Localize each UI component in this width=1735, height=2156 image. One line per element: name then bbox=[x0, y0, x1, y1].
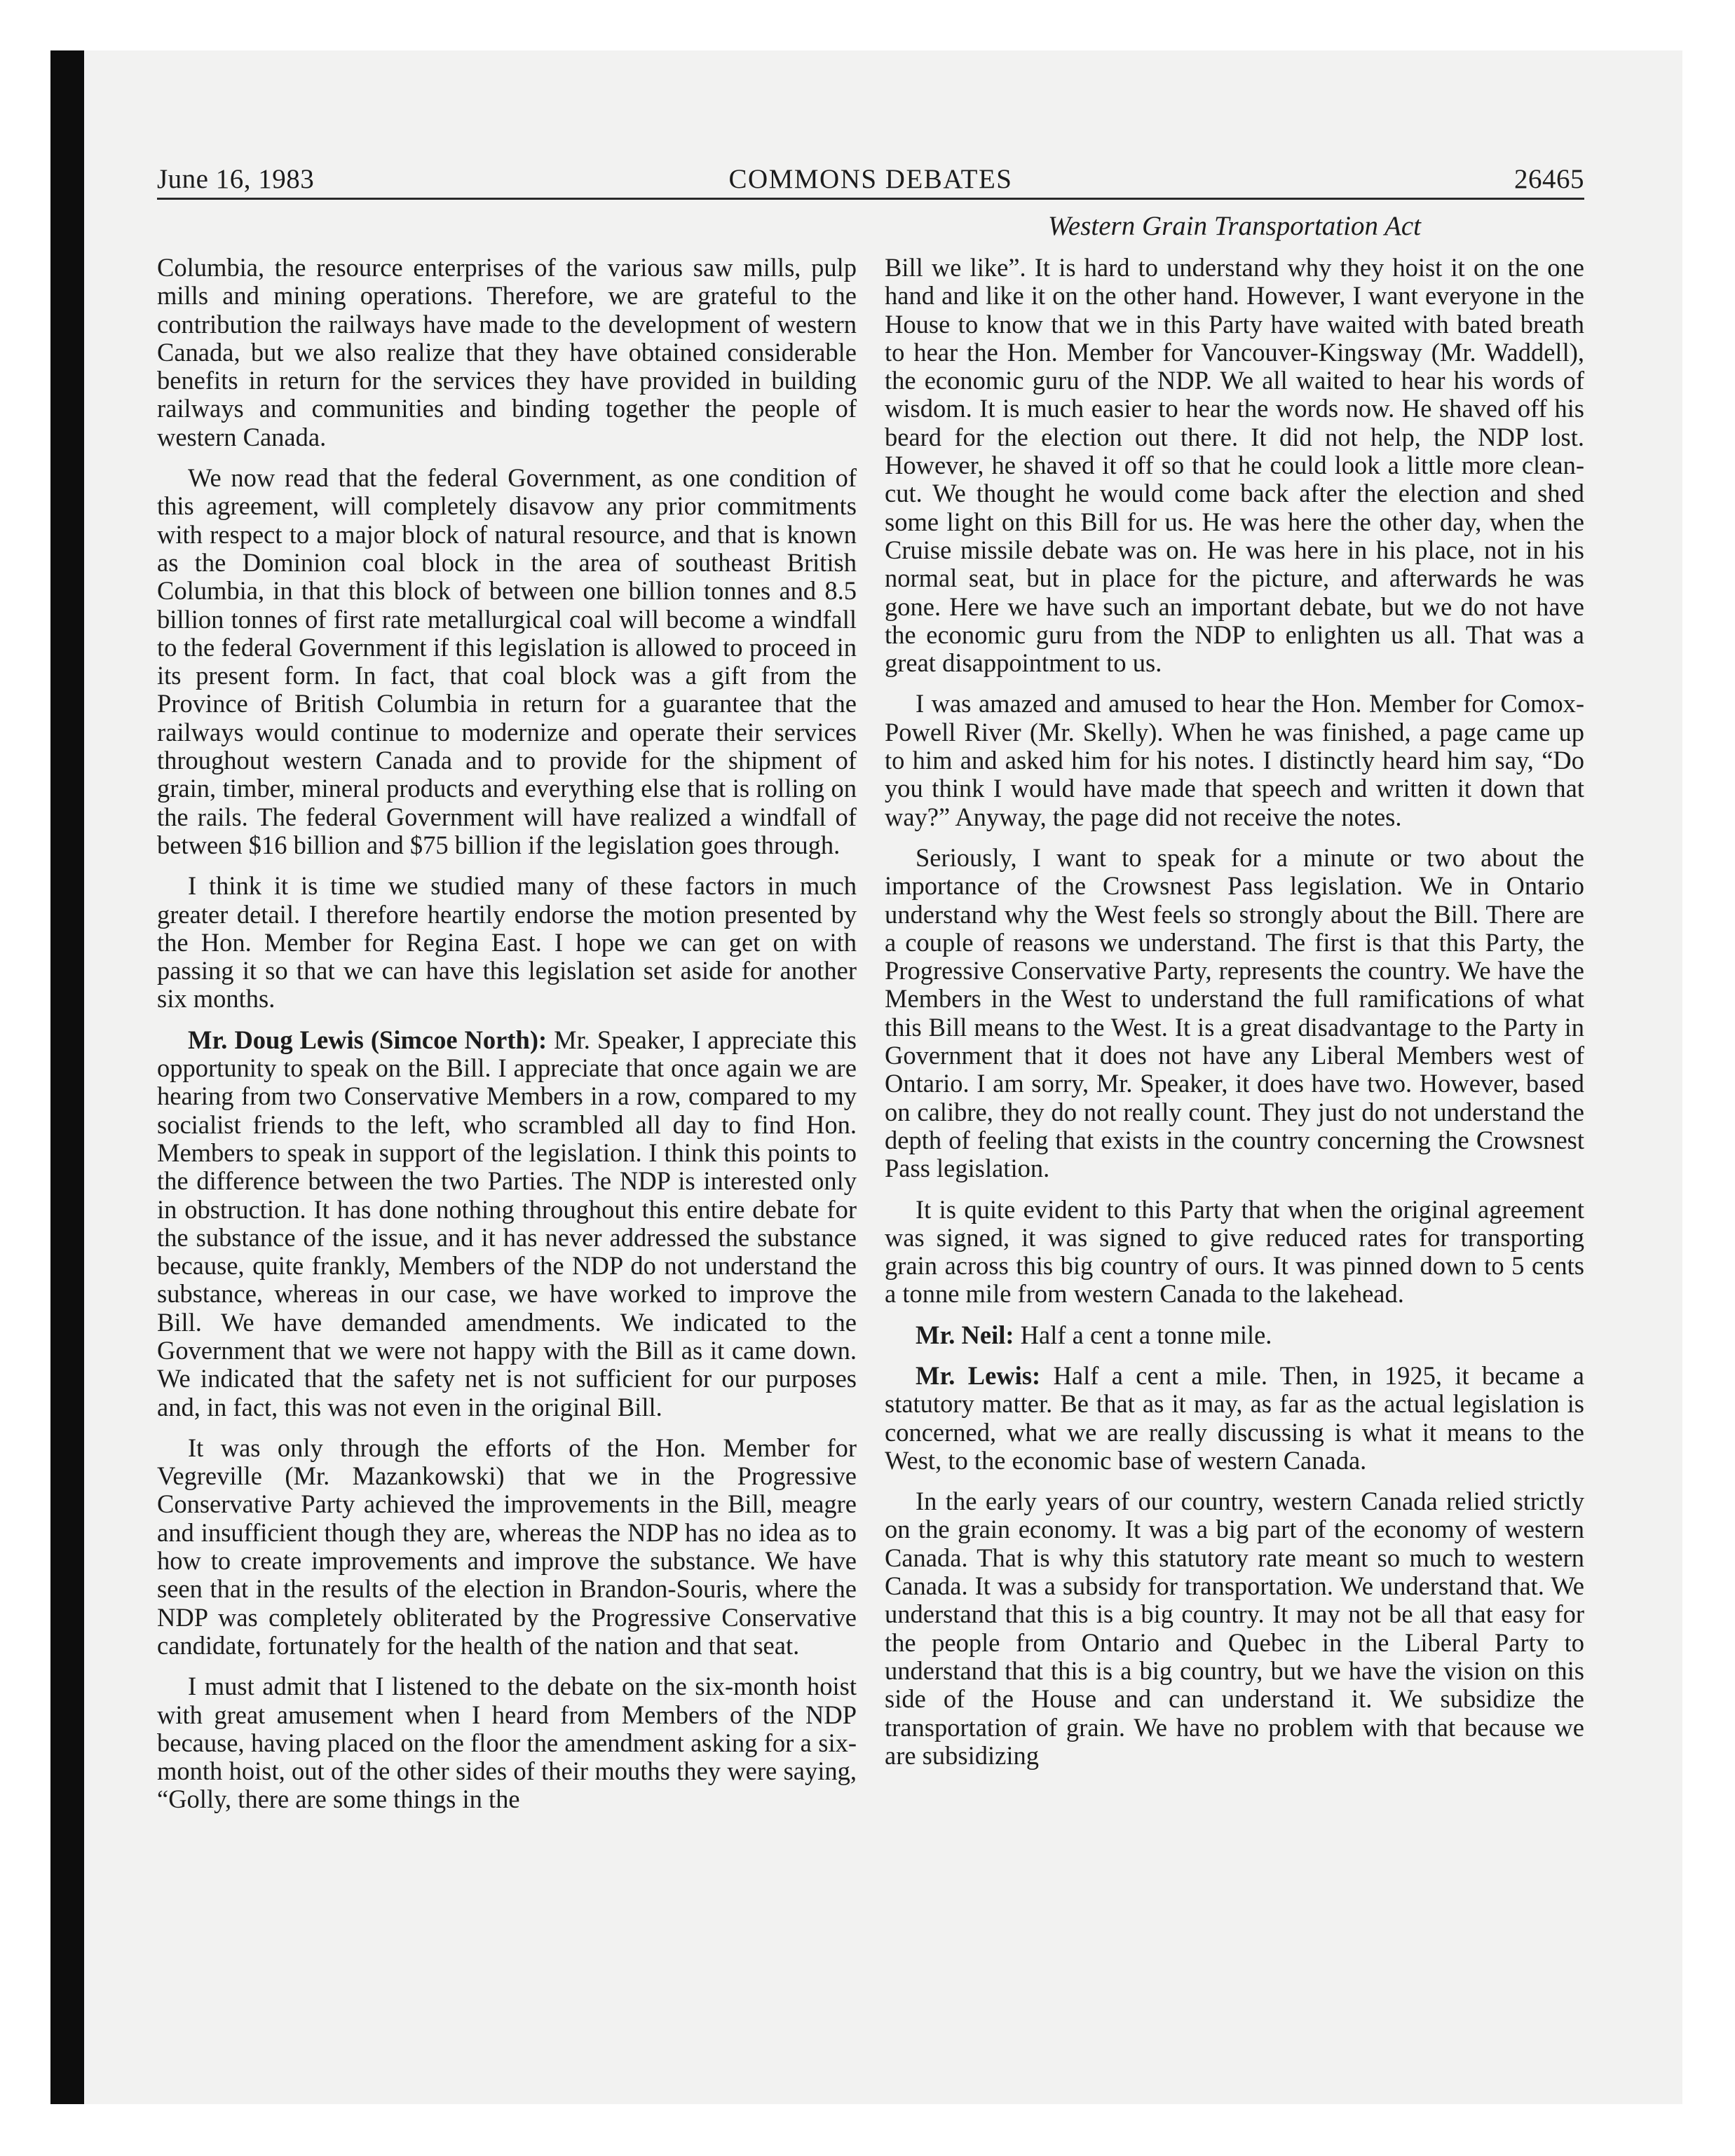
paragraph: In the early years of our country, western Canada relied strictly on the grain economy. It was a big part of the economy of western Canada. That is why this statutory rate meant so much to western Canada. It was a subsidy for transportation. We understand that. We understand that this is a big country. It may not be all that easy for the people from Ontario and Quebec in the Liberal Party to understand that this is a big country, but we have the vision on this side of the House and can understand it. We subsidize the transportation of grain. We have no problem with that because we are subsidizing bbox=[885, 1487, 1584, 1770]
paragraph: I must admit that I listened to the debate on the six-month hoist with great amusement when I heard from Members of the NDP because, having placed on the floor the amendment asking for a six-month hoist, out of the other sides of their mouths they were saying, “Golly, there are some things in the bbox=[157, 1672, 857, 1814]
speech-paragraph bbox=[885, 1321, 1584, 1349]
section-title: Western Grain Transportation Act bbox=[1048, 211, 1421, 241]
speech-text: Mr. Speaker, I appreciate this opportunity to speak on the Bill. I appreciate that once again we are hearing from two Conservative Members in a row, compared to my socialist friends to the left, who scrambled all day to find Hon. Members to speak in support of the legislation. I think this points to the difference between the two Parties. The NDP is interested only in obstruction. It has done nothing throughout this entire debate for the substance of the issue, and it has never addressed the substance because, quite frankly, Members of the NDP do not understand the substance, whereas in our case, we have worked to improve the Bill. We have demanded amendments. We indicated to the Government that we were not happy with the Bill as it came down. We indicated that the safety net is not sufficient for our purposes and, in fact, this was not even in the original Bill. bbox=[157, 1025, 857, 1421]
binding-edge bbox=[50, 50, 84, 2104]
paragraph: Bill we like”. It is hard to understand why they hoist it on the one hand and like it on the other hand. However, I want everyone in the House to know that we in this Party have waited with bated breath to hear the Hon. Member for Vancouver-Kingsway (Mr. Waddell), the economic guru of the NDP. We all waited to hear his words of wisdom. It is much easier to hear the words now. He shaved off his beard for the election out there. It did not help, the NDP lost. However, he shaved it off so that he could look a little more clean-cut. We thought he would come back after the election and shed some light on this Bill for us. He was here the other day, when the Cruise missile debate was on. He was here in his place, not in his normal seat, but in place for the picture, and afterwards he was gone. Here we have such an important debate, but we do not have the economic guru from the NDP to enlighten us all. That was a great disappointment to us. bbox=[885, 253, 1584, 678]
speaker-name: Mr. Doug Lewis (Simcoe North): bbox=[188, 1025, 547, 1054]
paragraph: It is quite evident to this Party that when the original agreement was signed, it was signed to give reduced rates for transporting grain across this big country of ours. It was pinned down to 5 cents a tonne mile from western Canada to the lakehead. bbox=[885, 1194, 1584, 1309]
speech-text: Half a cent a tonne mile. bbox=[1014, 1320, 1272, 1349]
paragraph: We now read that the federal Government, as one condition of this agreement, will completely disavow any prior commitments with respect to a major block of natural resource, and that is known as the Dominion coal block in the area of southeast British Columbia, in that this block of between one billion tonnes and 8.5 billion tonnes of first rate metallurgical coal will become a windfall to the federal Government if this legislation is allowed to proceed in its present form. In fact, that coal block was a gift from the Province of British Columbia in return for a guarantee that the railways would continue to modernize and operate their services throughout western Canada and to provide for the shipment of grain, timber, mineral products and everything else that is rolling on the rails. The federal Government will have realized a windfall of between $16 billion and $75 billion if the legislation goes through. bbox=[157, 463, 857, 859]
paragraph: It was only through the efforts of the Hon. Member for Vegreville (Mr. Mazankowski) that we in the Progressive Conservative Party achieved the improvements in the Bill, meagre and insufficient though they are, whereas the NDP has no idea as to how to create improvements and improve the substance. We have seen that in the results of the election in Brandon-Souris, where the NDP was completely obliterated by the Progressive Conservative candidate, fortunately for the health of the nation and that seat. bbox=[157, 1433, 857, 1660]
paragraph: Columbia, the resource enterprises of the various saw mills, pulp mills and mining operations. Therefore, we are grateful to the contribution the railways have made to the development of western Canada, but we also realize that they have obtained considerable benefits in return for the services they have provided in building railways and communities and binding together the people of western Canada. bbox=[157, 253, 857, 451]
paragraph: Seriously, I want to speak for a minute or two about the importance of the Crowsnest Pass legislation. We in Ontario understand why the West feels so strongly about the Bill. There are a couple of reasons we understand. The first is that this Party, the Progressive Conservative Party, represents the country. We have the Members in the West to understand the full ramifications of what this Bill means to the West. It is a great disadvantage to the Party in Government that it does not have any Liberal Members west of Ontario. I am sorry, Mr. Speaker, it does have two. However, based on calibre, they do not really count. They just do not understand the depth of feeling that exists in the country concerning the Crowsnest Pass legislation. bbox=[885, 842, 1584, 1183]
header-date: June 16, 1983 bbox=[157, 164, 315, 194]
speech-paragraph bbox=[157, 1026, 857, 1421]
paragraph: I think it is time we studied many of these factors in much greater detail. I therefore heartily endorse the motion presented by the Hon. Member for Regina East. I hope we can get on with passing it so that we can have this legislation set aside for another six months. bbox=[157, 871, 857, 1014]
right-column bbox=[885, 254, 1584, 1782]
page-header bbox=[157, 163, 1584, 200]
speaker-name: Mr. Neil: bbox=[916, 1320, 1014, 1349]
paragraph: I was amazed and amused to hear the Hon. Member for Comox-Powell River (Mr. Skelly). When he was finished, a page came up to him and asked him for his notes. I distinctly heard him say, “Do you think I would have made that speech and written it down that way?” Anyway, the page did not receive the notes. bbox=[885, 689, 1584, 831]
speech-text: Half a cent a mile. Then, in 1925, it became a statutory matter. Be that as it may, as far as the actual legislation is concerned, what we are really discussing is what it means to the West, to the economic base of western Canada. bbox=[885, 1360, 1584, 1475]
speech-paragraph bbox=[885, 1362, 1584, 1475]
header-journal-title: COMMONS DEBATES bbox=[728, 164, 1013, 194]
speaker-name: Mr. Lewis: bbox=[916, 1360, 1041, 1390]
header-page-number: 26465 bbox=[1514, 164, 1584, 194]
left-column bbox=[157, 254, 857, 1827]
